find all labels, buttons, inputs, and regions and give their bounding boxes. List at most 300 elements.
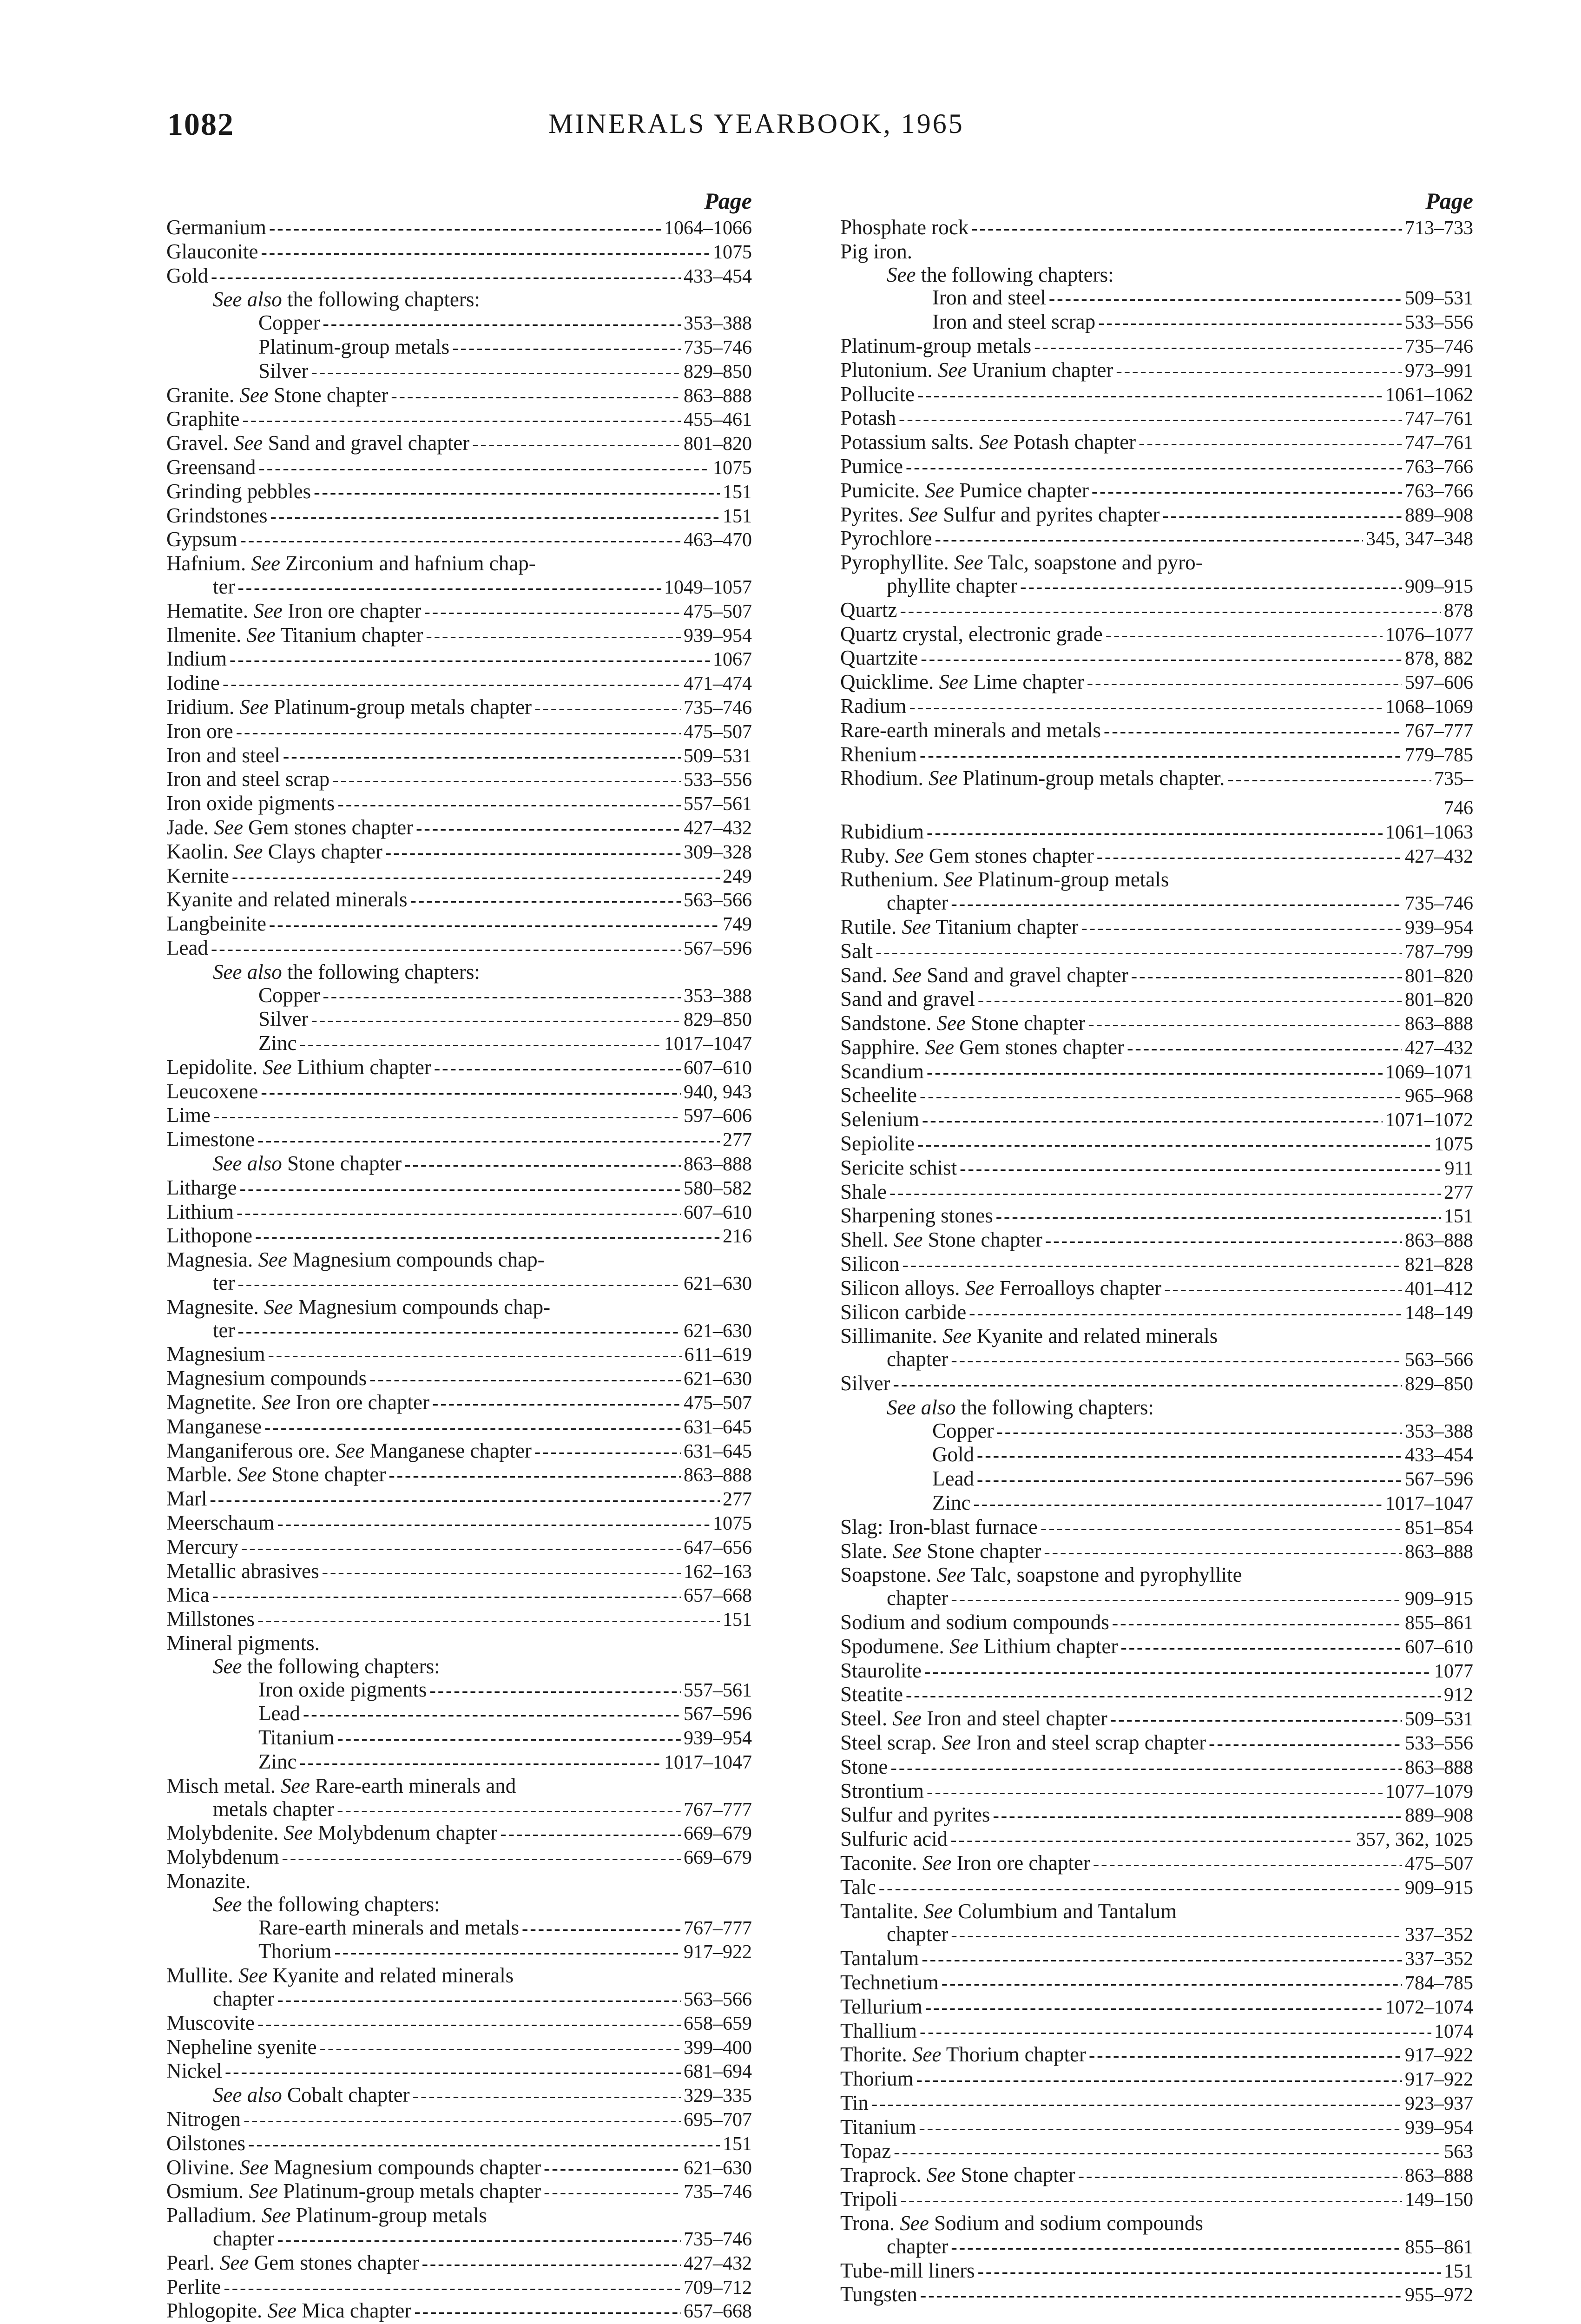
entry-label: Magnesium compounds [166, 1367, 367, 1390]
entry-pages: 829–850 [1405, 1373, 1473, 1395]
index-entry [840, 767, 1473, 791]
dot-leader [879, 1876, 1402, 1899]
dot-leader [426, 624, 681, 647]
dot-leader [1127, 1036, 1402, 1059]
entry-label: See also Stone chapter [213, 1152, 402, 1175]
entry-pages: 509–531 [684, 745, 752, 767]
entry-label: Marble. See Stone chapter [166, 1463, 386, 1486]
entry-pages: 863–888 [1405, 1756, 1473, 1778]
dot-leader [920, 2283, 1402, 2306]
index-entry [840, 1683, 1473, 1707]
entry-label: Millstones [166, 1607, 255, 1631]
entry-pages: 878, 882 [1405, 648, 1473, 670]
dot-leader [927, 820, 1383, 844]
entry-label: Nickel [166, 2059, 222, 2083]
index-entry [840, 1803, 1473, 1828]
dot-leader [237, 1319, 681, 1342]
dot-leader [332, 768, 681, 791]
index-entry [840, 964, 1473, 988]
entry-label: Olivine. See Magnesium compounds chapter [166, 2155, 541, 2179]
index-entry [840, 1828, 1473, 1852]
index-entry [166, 1846, 752, 1870]
entry-label: Rutile. See Titanium chapter [840, 915, 1079, 938]
entry-label: Steel scrap. See Iron and steel scrap chapter [840, 1731, 1206, 1754]
index-entry [166, 2060, 752, 2084]
index-entry [840, 335, 1473, 359]
index-entry [166, 504, 752, 528]
entry-pages: 277 [723, 1489, 752, 1511]
entry-label: Zinc [258, 1031, 297, 1055]
dot-leader [432, 1391, 681, 1414]
dot-leader [261, 240, 710, 264]
index-entry [166, 1248, 752, 1272]
dot-leader [268, 1343, 681, 1366]
entry-label: Thorium [258, 1940, 332, 1963]
dot-leader [269, 912, 720, 936]
entry-pages: 909–915 [1405, 575, 1473, 597]
index-entry [840, 1348, 1473, 1372]
entry-label: Silver [840, 1372, 890, 1395]
entry-label: Lithopone [166, 1224, 252, 1248]
entry-pages: 1049–1057 [664, 576, 752, 598]
index-entry [840, 845, 1473, 869]
entry-pages: 829–850 [684, 361, 752, 383]
entry-label: Sodium and sodium compounds [840, 1611, 1109, 1634]
entry-label: Mineral pigments. [166, 1631, 320, 1655]
dot-leader [889, 1181, 1441, 1204]
entry-pages: 763–766 [1405, 480, 1473, 502]
dot-leader [1110, 1707, 1402, 1730]
index-entry [166, 552, 752, 575]
entry-label: Kyanite and related minerals [166, 888, 408, 911]
entry-pages: 863–888 [684, 1465, 752, 1486]
dot-leader [1162, 503, 1402, 527]
entry-label: Magnesia. See Magnesium compounds chap- [166, 1248, 545, 1272]
index-entry [166, 1870, 752, 1893]
index-entries-left [166, 216, 752, 2324]
entry-pages: 427–432 [684, 2252, 752, 2274]
index-entry [840, 599, 1473, 623]
entry-pages: 763–766 [1405, 456, 1473, 478]
entry-pages: 533–556 [684, 769, 752, 791]
entry-label: Lead [258, 1702, 300, 1725]
dot-leader [422, 2251, 681, 2275]
dot-leader [299, 1032, 661, 1055]
index-entry [166, 2180, 752, 2204]
dot-leader [920, 1084, 1402, 1107]
index-entry [840, 1995, 1473, 2020]
dot-leader [951, 1923, 1402, 1946]
entry-label: Titanium [840, 2115, 916, 2139]
entry-pages: 735–746 [684, 337, 752, 358]
entry-label: Grindstones [166, 503, 268, 527]
entry-pages: 567–596 [684, 1703, 752, 1725]
index-entry [840, 1492, 1473, 1516]
index-entry [166, 456, 752, 480]
entry-pages: 567–596 [684, 938, 752, 959]
index-entry [166, 888, 752, 912]
entry-label: Selenium [840, 1108, 919, 1131]
index-entry [166, 1056, 752, 1080]
index-entry [166, 336, 752, 360]
entry-pages: 1064–1066 [664, 218, 752, 239]
entry-pages: 1077 [1434, 1660, 1473, 1682]
entry-label: Tungsten [840, 2283, 917, 2306]
index-entry [840, 1467, 1473, 1492]
running-title: MINERALS YEARBOOK, 1965 [548, 108, 964, 139]
dot-leader [1044, 1540, 1402, 1563]
entry-label: Salt [840, 939, 873, 963]
entry-pages: 784–785 [1405, 1972, 1473, 1994]
index-entry [166, 1319, 752, 1343]
dot-leader [1045, 1228, 1402, 1252]
entry-label: Muscovite [166, 2011, 255, 2034]
entry-label: Silicon [840, 1252, 900, 1276]
entry-label: Iron and steel scrap [166, 767, 330, 791]
dot-leader [899, 407, 1402, 430]
entry-label: chapter [887, 891, 949, 915]
index-entry [166, 480, 752, 504]
index-entry [840, 479, 1473, 503]
index-entry [840, 671, 1473, 695]
entry-pages: 669–679 [684, 1823, 752, 1845]
index-entry [166, 1201, 752, 1225]
entry-pages: 1076–1077 [1385, 624, 1473, 646]
entry-pages: 433–454 [1405, 1445, 1473, 1466]
entry-label: Ruby. See Gem stones chapter [840, 844, 1094, 867]
entry-label: See also the following chapters: [213, 288, 480, 311]
dot-leader [1098, 310, 1402, 334]
entry-label: Perlite [166, 2275, 221, 2298]
dot-leader [311, 1008, 681, 1031]
dot-leader [534, 696, 681, 719]
dot-leader [909, 695, 1383, 718]
index-entry [840, 2235, 1473, 2259]
entry-label: Potash [840, 406, 896, 430]
entry-label: Traprock. See Stone chapter [840, 2163, 1075, 2187]
index-entry [840, 1012, 1473, 1036]
index-entry [166, 1702, 752, 1726]
dot-leader [434, 1056, 681, 1079]
dot-leader [951, 2235, 1402, 2258]
index-entry [166, 600, 752, 624]
entry-pages: 471–474 [684, 673, 752, 695]
entry-pages: 475–507 [684, 601, 752, 622]
dot-leader [258, 456, 710, 479]
dot-leader [337, 1726, 681, 1750]
index-entry [840, 2259, 1473, 2284]
entry-label: Granite. See Stone chapter [166, 383, 389, 407]
entry-pages: 973–991 [1405, 360, 1473, 382]
dot-leader [906, 455, 1402, 478]
index-entry [166, 984, 752, 1008]
dot-leader [424, 600, 681, 623]
index-entry [840, 264, 1473, 287]
entry-pages: 563–566 [1405, 1349, 1473, 1371]
dot-leader [1164, 1277, 1402, 1300]
index-entry [166, 1415, 752, 1439]
index-entry [840, 527, 1473, 551]
dot-leader [902, 1253, 1402, 1276]
index-entry [840, 383, 1473, 407]
entry-pages: 735– [1434, 768, 1473, 790]
entry-pages: 735–746 [1405, 336, 1473, 357]
dot-leader [410, 888, 681, 911]
entry-pages: 1075 [713, 1513, 752, 1535]
index-entry [840, 574, 1473, 599]
entry-label: Copper [932, 1419, 994, 1442]
entry-pages: 427–432 [1405, 1037, 1473, 1059]
entry-label: Copper [258, 311, 320, 335]
entry-pages: 1017–1047 [664, 1033, 752, 1055]
dot-leader [522, 1916, 681, 1940]
entry-label: Iodine [166, 671, 220, 695]
entry-pages: 767–777 [1405, 720, 1473, 742]
entry-pages: 621–630 [684, 1320, 752, 1342]
entry-label: chapter [887, 1922, 949, 1946]
entry-label: Kaolin. See Clays chapter [166, 839, 382, 863]
index-entry [840, 1228, 1473, 1253]
entry-label: Topaz [840, 2139, 891, 2163]
entry-label: Gold [932, 1443, 974, 1466]
entry-label: Phlogopite. See Mica chapter [166, 2299, 412, 2323]
entry-pages: 863–888 [1405, 1013, 1473, 1035]
entry-label: Mullite. See Kyanite and related minerals [166, 1964, 514, 1987]
entry-label: Magnesium [166, 1342, 265, 1366]
index-entry [166, 1987, 752, 2012]
index-entry [166, 1487, 752, 1512]
entry-pages: 631–645 [684, 1440, 752, 1462]
dot-leader [237, 1272, 681, 1295]
entry-pages: 475–507 [684, 1393, 752, 1414]
entry-label: Marl [166, 1487, 207, 1511]
dot-leader [213, 1104, 681, 1127]
index-entry [166, 624, 752, 648]
index-entry [840, 240, 1473, 264]
dot-leader [224, 2276, 681, 2299]
entry-pages: 621–630 [684, 1273, 752, 1295]
entry-label: Slag: Iron-blast furnace [840, 1515, 1038, 1538]
entry-label: Copper [258, 983, 320, 1007]
entry-pages: 567–596 [1405, 1469, 1473, 1491]
entry-label: Thorite. See Thorium chapter [840, 2043, 1086, 2067]
index-entry [166, 1512, 752, 1536]
dot-leader [1041, 1516, 1402, 1539]
entry-label: Magnetite. See Iron ore chapter [166, 1391, 429, 1414]
entry-label: Sulfur and pyrites [840, 1803, 990, 1827]
entry-pages: 1069–1071 [1385, 1061, 1473, 1083]
entry-pages: 657–668 [684, 2301, 752, 2323]
entry-pages: 889–908 [1405, 504, 1473, 526]
entry-pages: 669–679 [684, 1847, 752, 1869]
entry-label: Strontium [840, 1779, 924, 1802]
dot-leader [544, 2156, 681, 2179]
index-column-left [166, 188, 752, 2324]
entry-label: Sand. See Sand and gravel chapter [840, 963, 1128, 987]
entry-pages: 475–507 [1405, 1853, 1473, 1875]
entry-label: Kernite [166, 864, 229, 887]
entry-pages: 1061–1063 [1385, 821, 1473, 843]
entry-pages: 713–733 [1405, 218, 1473, 239]
index-entry [166, 2276, 752, 2300]
index-entry [840, 695, 1473, 719]
page-column-heading: Page [704, 188, 752, 214]
dot-leader [211, 937, 681, 960]
entry-label: Monazite. [166, 1869, 251, 1893]
entry-label: Molybdenum [166, 1845, 279, 1869]
dot-leader [257, 2012, 681, 2035]
entry-label: Gravel. See Sand and gravel chapter [166, 431, 470, 455]
entry-pages: 909–915 [1405, 1877, 1473, 1899]
index-entry [166, 792, 752, 816]
index-entry [840, 2140, 1473, 2164]
entry-pages: 427–432 [1405, 845, 1473, 867]
index-entry [840, 1707, 1473, 1731]
dot-leader [500, 1822, 681, 1845]
index-entry [840, 1852, 1473, 1876]
entry-pages: 855–861 [1405, 1612, 1473, 1634]
entry-label: See the following chapters: [887, 263, 1114, 286]
index-entry [840, 1325, 1473, 1348]
entry-label: Sapphire. See Gem stones chapter [840, 1035, 1125, 1059]
entry-pages: 912 [1444, 1684, 1473, 1706]
dot-leader [248, 2132, 720, 2155]
dot-leader [311, 360, 681, 383]
entry-pages: 149–150 [1405, 2189, 1473, 2211]
index-entry [166, 1391, 752, 1415]
dot-leader [1081, 916, 1402, 939]
entry-pages: 1077–1079 [1385, 1781, 1473, 1802]
index-entry [166, 816, 752, 840]
dot-leader [1093, 1852, 1402, 1875]
dot-leader [1089, 2043, 1402, 2067]
index-entry [166, 647, 752, 672]
index-entry [166, 1726, 752, 1750]
entry-pages: 563 [1444, 2141, 1473, 2163]
entry-label: Pumicite. See Pumice chapter [840, 478, 1089, 502]
index-entry [166, 1104, 752, 1128]
index-entry [166, 1439, 752, 1464]
entry-pages: 1071–1072 [1385, 1109, 1473, 1131]
dot-leader [871, 2092, 1402, 2115]
entry-label: Shell. See Stone chapter [840, 1228, 1042, 1252]
entry-label: Sand and gravel [840, 987, 975, 1011]
entry-label: Phosphate rock [840, 216, 969, 239]
dot-leader [891, 1756, 1402, 1779]
entry-label: Molybdenite. See Molybdenum chapter [166, 1821, 498, 1845]
entry-pages: 747–761 [1405, 432, 1473, 454]
entry-label: Spodumene. See Lithium chapter [840, 1634, 1118, 1658]
entry-label: Tin [840, 2091, 869, 2114]
entry-label: Hafnium. See Zirconium and hafnium chap- [166, 552, 536, 575]
index-entry [166, 744, 752, 768]
entry-pages: 647–656 [684, 1537, 752, 1558]
index-entry [166, 865, 752, 889]
index-entries-right [840, 216, 1473, 2307]
entry-label: Tube-mill liners [840, 2258, 975, 2282]
index-entry [166, 1940, 752, 1964]
index-entry [166, 1893, 752, 1916]
index-entry [840, 1659, 1473, 1684]
entry-label: Palladium. See Platinum-group metals [166, 2204, 487, 2227]
page-number: 1082 [167, 106, 234, 142]
dot-leader [960, 1156, 1442, 1180]
dot-leader [429, 1678, 681, 1702]
index-entry [166, 1632, 752, 1655]
entry-label: Manganiferous ore. See Manganese chapter [166, 1439, 532, 1462]
entry-pages: 597–606 [684, 1105, 752, 1127]
entry-pages: 1075 [713, 241, 752, 263]
dot-leader [1112, 1611, 1402, 1634]
dot-leader [950, 1828, 1353, 1851]
entry-pages: 1072–1074 [1385, 1996, 1473, 2018]
index-column-right [840, 188, 1473, 2307]
entry-label: Staurolite [840, 1658, 922, 1682]
entry-pages: 709–712 [684, 2277, 752, 2298]
dot-leader [922, 1947, 1402, 1970]
entry-pages: 151 [723, 481, 752, 503]
entry-label: Mica [166, 1583, 210, 1607]
entry-pages: 611–619 [684, 1344, 752, 1366]
index-entry [840, 359, 1473, 383]
entry-label: Hematite. See Iron ore chapter [166, 599, 422, 622]
dot-leader [472, 432, 681, 455]
entry-pages: 767–777 [684, 1799, 752, 1821]
index-entry [166, 1822, 752, 1846]
dot-leader [337, 1798, 681, 1821]
index-entry [166, 2299, 752, 2324]
index-entry [840, 310, 1473, 335]
entry-label: Technetium [840, 1970, 939, 1994]
dot-leader [277, 1512, 710, 1535]
entry-pages: 658–659 [684, 2013, 752, 2034]
entry-label: Magnesite. See Magnesium compounds chap- [166, 1295, 551, 1319]
dot-leader [1020, 574, 1402, 598]
index-entry [166, 768, 752, 792]
index-entry [166, 264, 752, 289]
dot-leader [996, 1204, 1441, 1228]
dot-leader [917, 1132, 1431, 1155]
entry-pages: 563–566 [684, 1988, 752, 2010]
entry-label: Quartzite [840, 646, 918, 670]
entry-pages: 607–610 [684, 1057, 752, 1079]
index-entry [166, 1916, 752, 1941]
entry-label: Tantalite. See Columbium and Tantalum [840, 1899, 1177, 1923]
dot-leader [894, 2140, 1441, 2163]
entry-label: Quartz [840, 598, 897, 621]
entry-label: chapter [887, 1586, 949, 1610]
dot-leader [1209, 1731, 1402, 1755]
index-entry [840, 551, 1473, 574]
entry-pages: 821–828 [1405, 1254, 1473, 1276]
entry-pages: 607–610 [684, 1202, 752, 1223]
entry-pages: 939–954 [1405, 2117, 1473, 2139]
dot-leader [257, 1608, 720, 1631]
entry-pages: 353–388 [1405, 1420, 1473, 1442]
entry-label: Lepidolite. See Lithium chapter [166, 1055, 431, 1079]
dot-leader [241, 1536, 681, 1559]
entry-pages: 939–954 [1405, 917, 1473, 938]
dot-leader [236, 720, 681, 743]
index-entry [166, 528, 752, 552]
dot-leader [916, 2067, 1402, 2091]
dot-leader [1120, 1635, 1402, 1658]
entry-label: Greensand [166, 455, 256, 479]
index-entry [166, 1367, 752, 1391]
index-entry [840, 916, 1473, 940]
entry-label: Leucoxene [166, 1079, 258, 1103]
dot-leader [244, 2108, 681, 2131]
